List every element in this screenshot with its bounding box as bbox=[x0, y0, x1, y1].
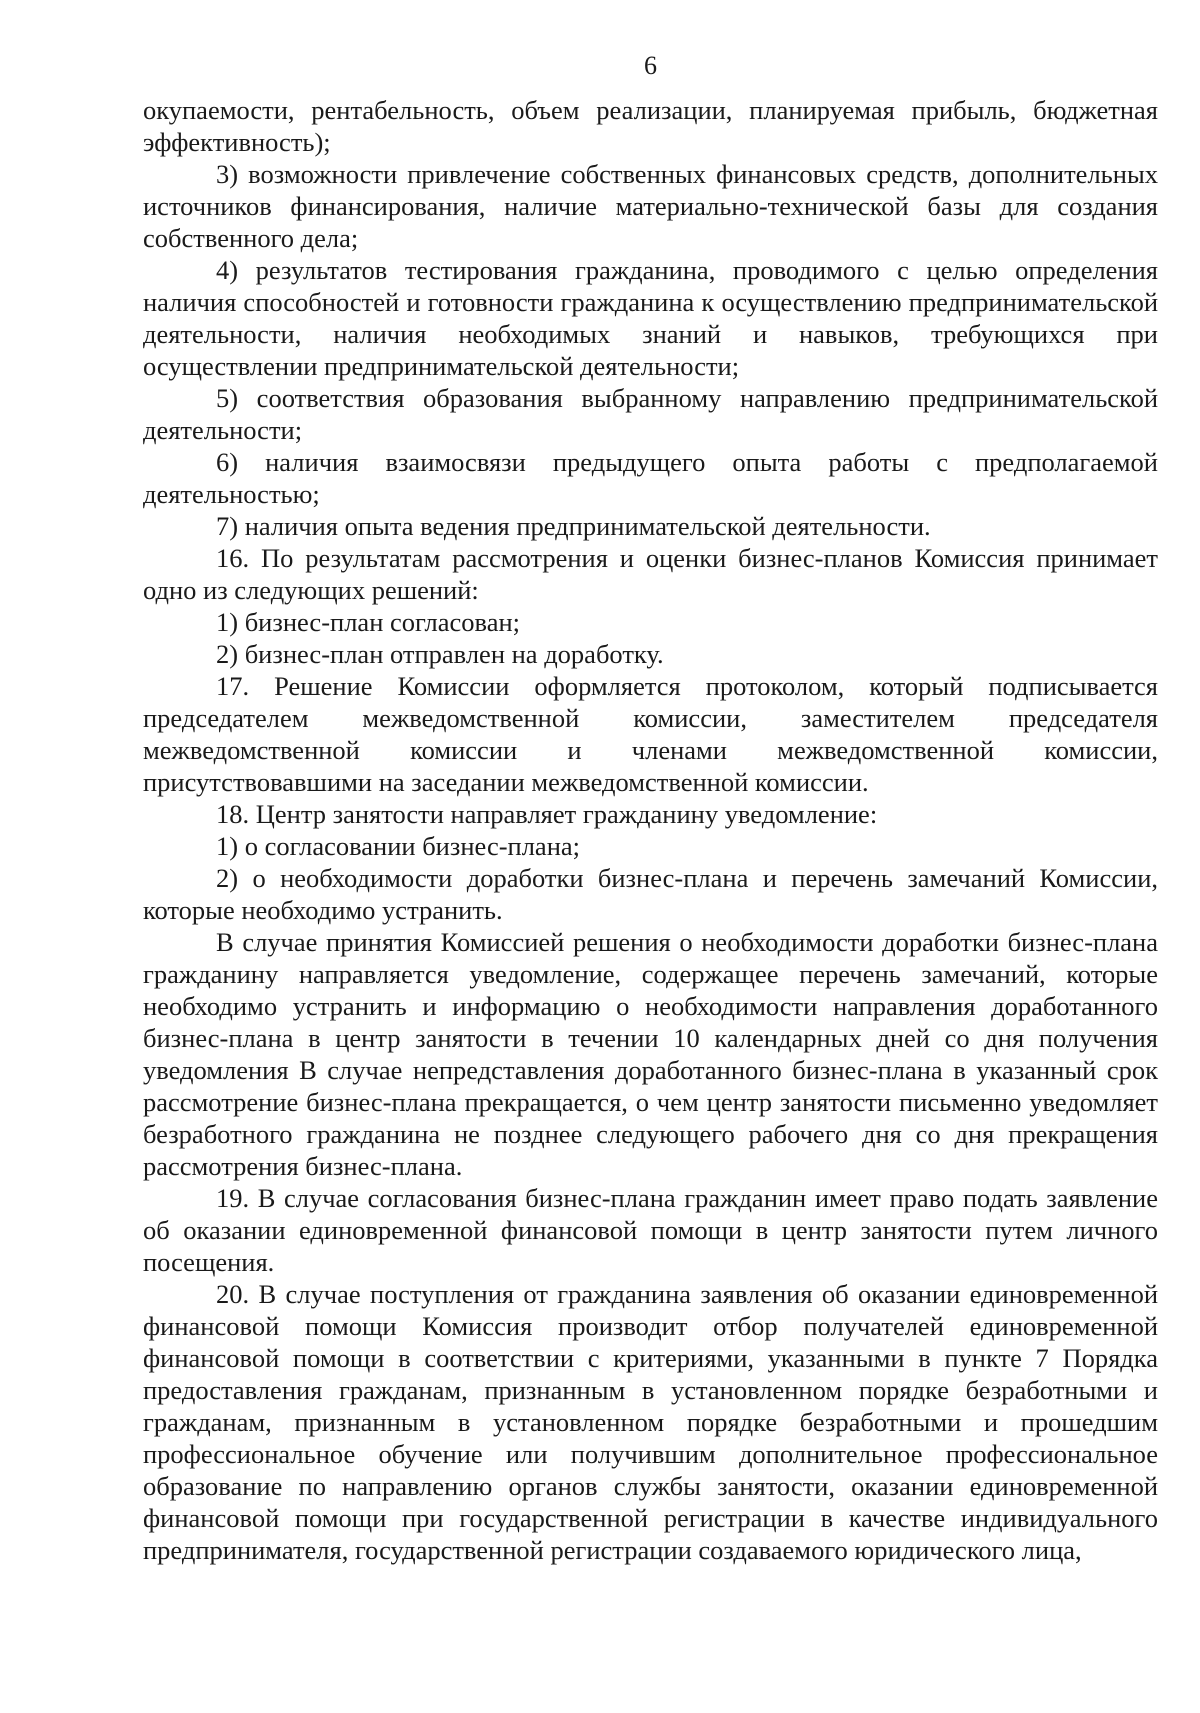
paragraph: 16. По результатам рассмотрения и оценки бизнес-планов Комиссия принимает одно из следующих решений: bbox=[143, 543, 1158, 605]
paragraph: 6) наличия взаимосвязи предыдущего опыта работы с предполагаемой деятельностью; bbox=[143, 447, 1158, 509]
paragraph: 2) о необходимости доработки бизнес-плана и перечень замечаний Комиссии, которые необходимо устранить. bbox=[143, 863, 1158, 925]
paragraph: 4) результатов тестирования гражданина, проводимого с целью определения наличия способностей и готовности гражданина к осуществлению предпринимательской деятельности, наличия необходимых знаний и навыков, требующихся при осуществлении предпринимательской деятельности; bbox=[143, 255, 1158, 381]
paragraph: 1) о согласовании бизнес-плана; bbox=[216, 831, 580, 861]
body-text bbox=[143, 94, 1158, 1566]
paragraph: 7) наличия опыта ведения предпринимательской деятельности. bbox=[216, 511, 931, 541]
paragraph: В случае принятия Комиссией решения о необходимости доработки бизнес-плана гражданину направляется уведомление, содержащее перечень замечаний, которые необходимо устранить и информацию о необходимости направления доработанного бизнес-плана в центр занятости в течении 10 календарных дней со дня получения уведомления В случае непредставления доработанного бизнес-плана в указанный срок рассмотрение бизнес-плана прекращается, о чем центр занятости письменно уведомляет безработного гражданина не позднее следующего рабочего дня со дня прекращения рассмотрения бизнес-плана. bbox=[143, 927, 1158, 1181]
paragraph: 2) бизнес-план отправлен на доработку. bbox=[216, 639, 664, 669]
paragraph: окупаемости, рентабельность, объем реализации, планируемая прибыль, бюджетная эффективность); bbox=[143, 95, 1158, 157]
paragraph: 3) возможности привлечение собственных финансовых средств, дополнительных источников финансирования, наличие материально-технической базы для создания собственного дела; bbox=[143, 159, 1158, 253]
document-page bbox=[143, 50, 1158, 1566]
paragraph: 20. В случае поступления от гражданина заявления об оказании единовременной финансовой помощи Комиссия производит отбор получателей единовременной финансовой помощи в соответствии с критериями, указанными в пункте 7 Порядка предоставления гражданам, признанным в установленном порядке безработными и гражданам, признанным в установленном порядке безработными и прошедшим профессиональное обучение или получившим дополнительное профессиональное образование по направлению органов службы занятости, оказании единовременной финансовой помощи при государственной регистрации в качестве индивидуального предпринимателя, государственной регистрации создаваемого юридического лица, bbox=[143, 1279, 1158, 1565]
page-number: 6 bbox=[644, 51, 657, 80]
paragraph: 1) бизнес-план согласован; bbox=[216, 607, 520, 637]
paragraph: 19. В случае согласования бизнес-плана гражданин имеет право подать заявление об оказании единовременной финансовой помощи в центр занятости путем личного посещения. bbox=[143, 1183, 1158, 1277]
paragraph: 5) соответствия образования выбранному направлению предпринимательской деятельности; bbox=[143, 383, 1158, 445]
paragraph: 17. Решение Комиссии оформляется протоколом, который подписывается председателем межведомственной комиссии, заместителем председателя межведомственной комиссии и членами межведомственной комиссии, присутствовавшими на заседании межведомственной комиссии. bbox=[143, 671, 1158, 797]
paragraph: 18. Центр занятости направляет гражданину уведомление: bbox=[216, 799, 878, 829]
